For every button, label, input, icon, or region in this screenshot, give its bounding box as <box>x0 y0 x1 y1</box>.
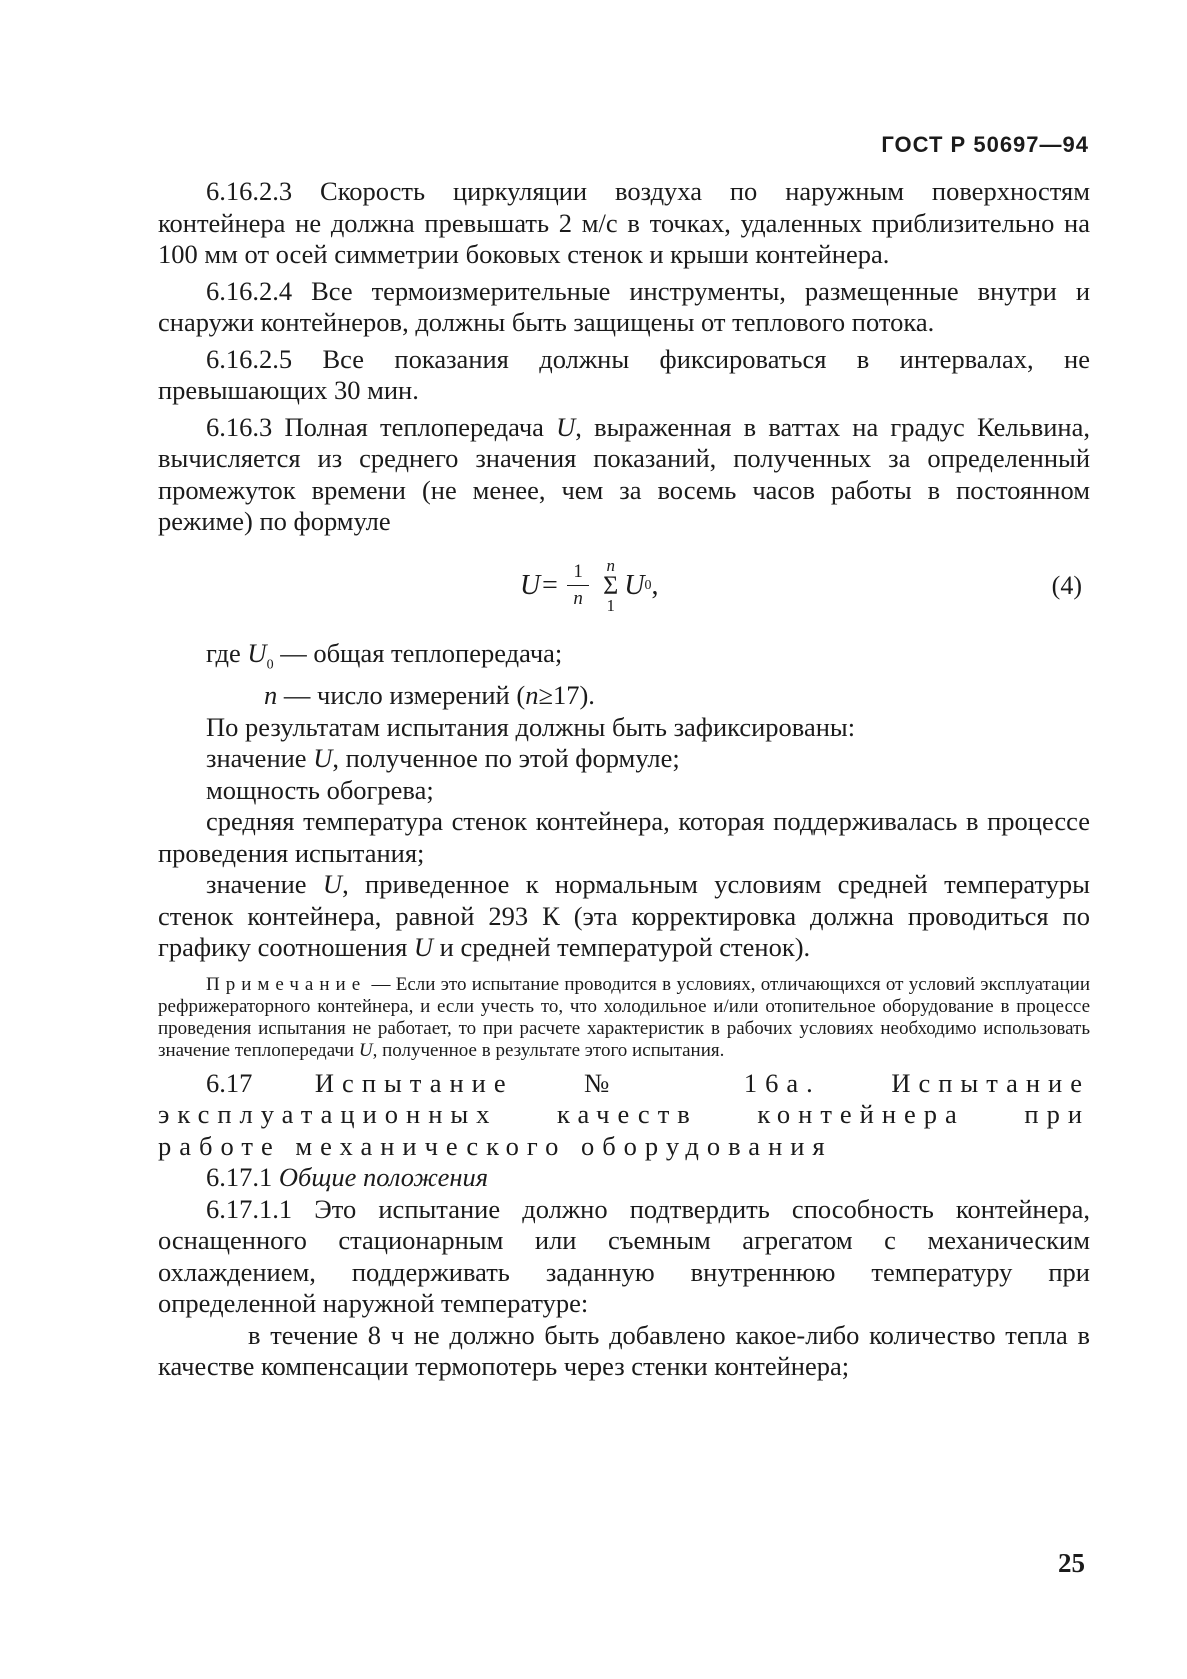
formula-number: (4) <box>1051 570 1082 600</box>
formula-sum <box>603 555 619 615</box>
paragraph-6-17-1-1: 6.17.1.1 Это испытание должно подтвердить способность контейнера, оснащенного стационарным или съемным агрегатом с механическим охлаждением, поддерживать заданную внутреннюю температуру при определенной наружной температуре: <box>158 1193 1090 1319</box>
paragraph-6-16-2-5: 6.16.2.5 Все показания должны фиксироваться в интервалах, не превышающих 30 мин. <box>158 343 1090 405</box>
text-fragment: — общая теплопередача; <box>273 637 563 668</box>
text-fragment: и средней температурой стенок). <box>433 932 811 963</box>
text-fragment: , полученное в результате этого испытания. <box>372 1039 725 1061</box>
document-header: ГОСТ Р 50697—94 <box>881 132 1089 157</box>
fraction-bar <box>567 585 589 586</box>
text-fragment: , приведенное к нормальным условиям средней температуры стенок контейнера, равной 293 К (эта корректировка должна проводиться по графику соотношения <box>158 869 1090 963</box>
formula-trail: , <box>651 569 659 601</box>
subsection-6-17-1-heading <box>158 1162 1090 1194</box>
sum-sign: Σ <box>603 570 619 600</box>
subsection-title: Общие положения <box>278 1162 489 1193</box>
variable-u: U <box>556 411 576 442</box>
results-item <box>158 869 1090 964</box>
sum-lower-limit: 1 <box>606 595 615 615</box>
text-fragment: где <box>206 637 248 668</box>
text-fragment: , полученное по этой формуле; <box>332 743 680 774</box>
text-fragment: 6.16.3 Полная теплопередача <box>206 411 557 442</box>
variable-n: n <box>525 680 539 711</box>
results-intro: По результатам испытания должны быть зафиксированы: <box>206 711 856 742</box>
text-fragment: — число измерений ( <box>277 680 526 711</box>
paragraph-6-16-2-4: 6.16.2.4 Все термоизмерительные инструменты, размещенные внутри и снаружи контейнеров, должны быть защищены от теплового потока. <box>158 275 1090 337</box>
note-label: Примечание <box>206 973 367 995</box>
where-u0 <box>158 638 1090 681</box>
fraction-numerator: 1 <box>573 561 583 582</box>
note-block <box>158 974 1090 1062</box>
formula-term: U <box>624 569 645 601</box>
text-fragment: значение <box>206 869 323 900</box>
text-fragment: — Если это испытание проводится в условиях, отличающихся от условий эксплуатации рефрижераторного контейнера, и если учесть то, что холодильное и/или отопительное оборудование в процессе проведения испытания не работает, то при расчете характеристик в рабочих условиях необходимо использовать значение теплопередачи <box>158 973 1090 1061</box>
list-item: в течение 8 ч не должно быть добавлено какое-либо количество тепла в качестве компенсации термопотерь через стенки контейнера; <box>158 1319 1090 1382</box>
where-n <box>158 680 1090 712</box>
formula-4 <box>158 544 1090 636</box>
fraction-denominator: n <box>573 588 583 609</box>
results-item: средняя температура стенок контейнера, которая поддерживалась в процессе проведения испытания; <box>158 806 1090 868</box>
formula-body <box>520 555 659 615</box>
section-number: 6.17 <box>206 1067 315 1098</box>
formula-lhs: U= <box>520 569 560 601</box>
page-number: 25 <box>1058 1548 1085 1578</box>
formula-term-subscript: 0 <box>644 577 652 593</box>
paragraph-6-16-3 <box>158 412 1090 538</box>
variable-u0: U <box>247 637 267 668</box>
variable-u: U <box>358 1039 373 1061</box>
text-fragment: ≥17). <box>538 680 595 711</box>
subsection-number: 6.17.1 <box>206 1162 279 1193</box>
text-fragment: , выраженная в ваттах на градус Кельвина, вычисляется из среднего значения показаний, полученных за определенный промежуток времени (не менее, чем за восемь часов работы в постоянном режиме) по формуле <box>158 411 1091 536</box>
results-item <box>158 743 1090 775</box>
results-item: мощность обогрева; <box>206 774 434 805</box>
variable-u: U <box>313 743 333 774</box>
variable-u: U <box>413 932 434 963</box>
section-6-17-heading <box>158 1068 1090 1163</box>
variable-u0-subscript: 0 <box>266 656 274 672</box>
variable-u: U <box>322 869 343 900</box>
document-body <box>158 176 1090 1383</box>
formula-fraction <box>567 562 589 609</box>
variable-n: n <box>264 680 278 711</box>
sum-upper-limit: n <box>606 555 615 575</box>
section-title: Испытание № 16а. Испытание эксплуатационных качеств контейнера при работе механического оборудования <box>158 1067 1090 1161</box>
text-fragment: значение <box>206 743 314 774</box>
paragraph-6-16-2-3: 6.16.2.3 Скорость циркуляции воздуха по наружным поверхностям контейнера не должна превышать 2 м/с в точках, удаленных приблизительно на 100 мм от осей симметрии боковых стенок и крыши контейнера. <box>158 176 1090 269</box>
